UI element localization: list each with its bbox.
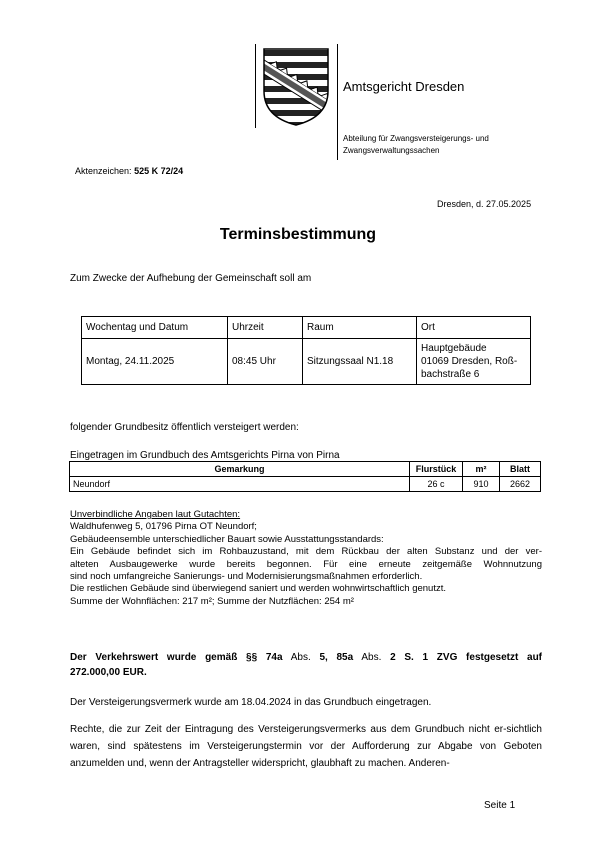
file-reference-number: 525 K 72/24 <box>134 166 184 176</box>
cell-blatt: 2662 <box>500 477 541 492</box>
department-name: Abteilung für Zwangsversteigerungs- und Zwangsverwaltungssachen <box>343 134 489 155</box>
value-text: Abs. <box>353 652 391 663</box>
cell-area: 910 <box>463 477 500 492</box>
table-header-row <box>82 317 531 339</box>
appointment-table <box>81 316 531 385</box>
cell-flurstueck: 26 c <box>410 477 463 492</box>
header-cell: Uhrzeit <box>228 317 303 339</box>
court-name: Amtsgericht Dresden <box>343 79 465 94</box>
auction-note: Der Versteigerungsvermerk wurde am 18.04.2024 in das Grundbuch eingetragen. <box>70 697 432 708</box>
table-row <box>82 339 531 385</box>
appointment-room: Sitzungssaal N1.18 <box>303 339 417 385</box>
file-reference-label: Aktenzeichen: <box>75 166 132 176</box>
appointment-time: 08:45 Uhr <box>228 339 303 385</box>
info-ensemble: Gebäudeensemble unterschiedlicher Bauart sowie Ausstattungsstandards: <box>70 533 384 545</box>
header-cell: Wochentag und Datum <box>82 317 228 339</box>
header-cell: Raum <box>303 317 417 339</box>
document-date: Dresden, d. 27.05.2025 <box>437 199 532 209</box>
table-row <box>70 477 541 492</box>
place-line: bachstraße 6 <box>421 369 480 380</box>
header-cell: Blatt <box>500 462 541 477</box>
info-description-line: Die restlichen Gebäude sind überwiegend saniert und werden wohnwirtschaftlich genutzt. <box>70 583 446 595</box>
file-reference <box>75 165 183 177</box>
following-text: folgender Grundbesitz öffentlich versteigert werden: <box>70 422 299 433</box>
info-description-line: alteten Ausbaugewerke wurde bereits begonnen. Für eine erneute zeitgemäße Wohnnutzung <box>70 558 542 570</box>
page-title: Terminsbestimmung <box>219 226 377 243</box>
cell-gemarkung: Neundorf <box>70 477 410 492</box>
land-register-title: Eingetragen im Grundbuch des Amtsgerichts Pirna von Pirna <box>70 450 340 461</box>
header-rule-left <box>255 44 256 128</box>
header-cell: m² <box>463 462 500 477</box>
intro-text: Zum Zwecke der Aufhebung der Gemeinschaft soll am <box>70 273 312 284</box>
table-header-row <box>70 462 541 477</box>
market-value-amount: 272.000,00 EUR. <box>70 667 147 678</box>
place-line: Hauptgebäude <box>421 343 487 354</box>
land-register-table <box>69 461 541 492</box>
property-info <box>70 509 542 608</box>
market-value <box>70 650 542 680</box>
value-text: 5, 85a <box>319 652 354 663</box>
value-text: Der Verkehrswert wurde gemäß §§ 74a <box>70 652 283 663</box>
header-cell: Ort <box>417 317 531 339</box>
rights-notice: Rechte, die zur Zeit der Eintragung des Versteigerungsvermerks aus dem Grundbuch nicht er-sichtlich waren, sind spätestens im Versteigerungstermin vor der Aufforderung zur Abgabe von Geboten anzumelden und, wenn der Antragsteller widerspricht, glaubhaft zu machen. Anderen- <box>70 724 542 769</box>
page-number: Seite 1 <box>484 800 516 811</box>
coat-of-arms-icon <box>262 47 330 127</box>
header-cell: Gemarkung <box>70 462 410 477</box>
value-text: 2 S. 1 ZVG festgesetzt auf <box>390 652 543 663</box>
info-description-line: Ein Gebäude befindet sich im Rohbauzustand, mit dem Rückbau der alten Substanz und der ver- <box>70 546 542 558</box>
appointment-place <box>417 339 531 385</box>
market-value-line <box>70 650 542 665</box>
info-heading: Unverbindliche Angaben laut Gutachten: <box>70 509 241 520</box>
info-description-line: sind noch umfangreiche Sanierungs- und Modernisierungsmaßnahmen erforderlich. <box>70 571 423 583</box>
info-address: Waldhufenweg 5, 01796 Pirna OT Neundorf; <box>70 521 257 533</box>
value-text: Abs. <box>282 652 320 663</box>
appointment-date: Montag, 24.11.2025 <box>82 339 228 385</box>
header-rule-right <box>337 44 338 160</box>
header-cell: Flurstück <box>410 462 463 477</box>
place-line: 01069 Dresden, Roß- <box>421 356 518 367</box>
info-areas: Summe der Wohnflächen: 217 m²; Summe der Nutzflächen: 254 m² <box>70 595 354 607</box>
